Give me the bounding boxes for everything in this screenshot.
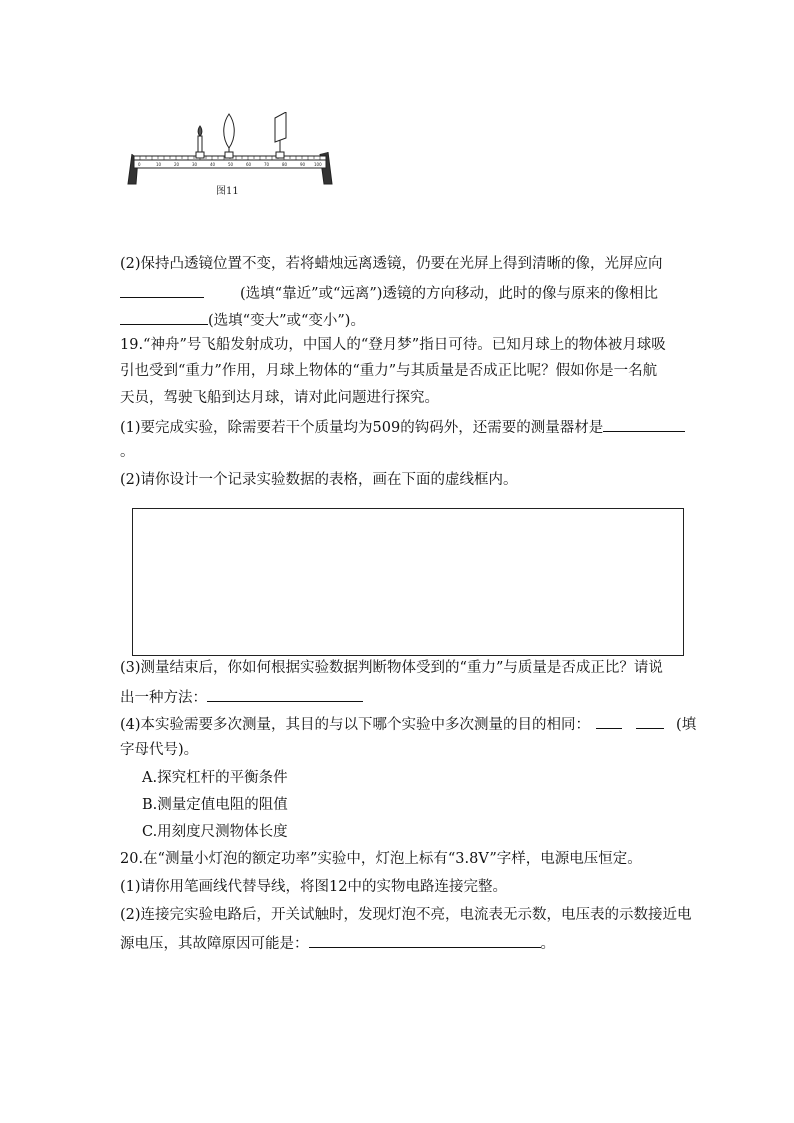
q19-part4-line1 bbox=[120, 713, 696, 735]
q20-line1: 20.在“测量小灯泡的额定功率”实验中，灯泡上标有“3.8V”字样，电源电压恒定。 bbox=[120, 851, 642, 867]
q18-2-line2-text: (选填“靠近”或“远离”)透镜的方向移动，此时的像与原来的像相比 bbox=[240, 286, 658, 302]
q20-part2-end: 。 bbox=[540, 936, 555, 952]
q18-2-line3 bbox=[120, 309, 365, 331]
q18-2-line2 bbox=[120, 282, 658, 304]
q20-part1: (1)请你用笔画线代替导线，将图12中的实物电路连接完整。 bbox=[120, 879, 507, 895]
convex-lens bbox=[224, 114, 235, 148]
answer-blank[interactable] bbox=[309, 932, 541, 948]
q19-line1: 19.“神舟”号飞船发射成功，中国人的“登月梦”指日可待。已知月球上的物体被月球吸 bbox=[120, 337, 666, 353]
tick-label: 0 bbox=[138, 162, 141, 167]
answer-blank[interactable] bbox=[603, 416, 685, 432]
tick-label: 10 bbox=[156, 162, 162, 167]
q20-part2-line1: (2)连接完实验电路后，开关试触时，发现灯泡不亮，电流表无示数，电压表的示数接近电 bbox=[120, 907, 692, 923]
q19-part4-line2: 字母代号)。 bbox=[120, 742, 199, 758]
tick-label: 30 bbox=[192, 162, 198, 167]
q19-part4-fill: (填 bbox=[676, 717, 697, 733]
option-a: A.探究杠杆的平衡条件 bbox=[142, 770, 288, 786]
tick-label: 90 bbox=[300, 162, 306, 167]
q20-part2-line2 bbox=[120, 932, 555, 954]
q19-part4-line1-text: (4)本实验需要多次测量，其目的与以下哪个实验中多次测量的目的相同： bbox=[120, 717, 591, 733]
tick-label: 80 bbox=[282, 162, 288, 167]
tick-label: 100 bbox=[314, 162, 322, 167]
answer-blank[interactable] bbox=[596, 713, 622, 729]
tick-label: 60 bbox=[246, 162, 252, 167]
optical-bench-figure bbox=[126, 112, 336, 206]
q19-line3: 天员，驾驶飞船到达月球，请对此问题进行探究。 bbox=[120, 390, 439, 406]
q19-part1-end: 。 bbox=[120, 444, 135, 460]
q19-part3-line1: (3)测量结束后，你如何根据实验数据判断物体受到的“重力”与质量是否成正比？请说 bbox=[120, 660, 663, 676]
q19-part2: (2)请你设计一个记录实验数据的表格，画在下面的虚线框内。 bbox=[120, 472, 518, 488]
tick-label: 70 bbox=[264, 162, 270, 167]
data-table-answer-box[interactable] bbox=[132, 508, 684, 656]
answer-blank[interactable] bbox=[207, 686, 363, 702]
answer-blank[interactable] bbox=[636, 713, 664, 729]
option-b: B.测量定值电阻的阻值 bbox=[142, 797, 288, 813]
q19-part1 bbox=[120, 416, 685, 438]
tick-label: 50 bbox=[228, 162, 234, 167]
answer-blank[interactable] bbox=[120, 282, 204, 298]
light-screen bbox=[275, 112, 286, 142]
q20-part2-line2-text: 源电压，其故障原因可能是： bbox=[120, 936, 309, 952]
candle-flame bbox=[198, 126, 202, 136]
figure-caption: 图11 bbox=[216, 186, 239, 197]
q19-part3-line2-text: 出一种方法： bbox=[120, 690, 207, 706]
q18-2-line3-text: (选填“变大”或“变小”)。 bbox=[208, 313, 365, 329]
option-c: C.用刻度尺测物体长度 bbox=[142, 824, 288, 840]
q19-part1-text: (1)要完成实验，除需要若干个质量均为509的钩码外，还需要的测量器材是 bbox=[120, 420, 604, 436]
q18-2-line1: (2)保持凸透镜位置不变，若将蜡烛远离透镜，仍要在光屏上得到清晰的像，光屏应向 bbox=[120, 256, 663, 272]
q19-part3-line2 bbox=[120, 686, 363, 708]
tick-label: 20 bbox=[174, 162, 180, 167]
answer-blank[interactable] bbox=[120, 309, 208, 325]
q19-line2: 引也受到“重力”作用，月球上物体的“重力”与其质量是否成正比呢？假如你是一名航 bbox=[120, 363, 658, 379]
tick-label: 40 bbox=[210, 162, 216, 167]
